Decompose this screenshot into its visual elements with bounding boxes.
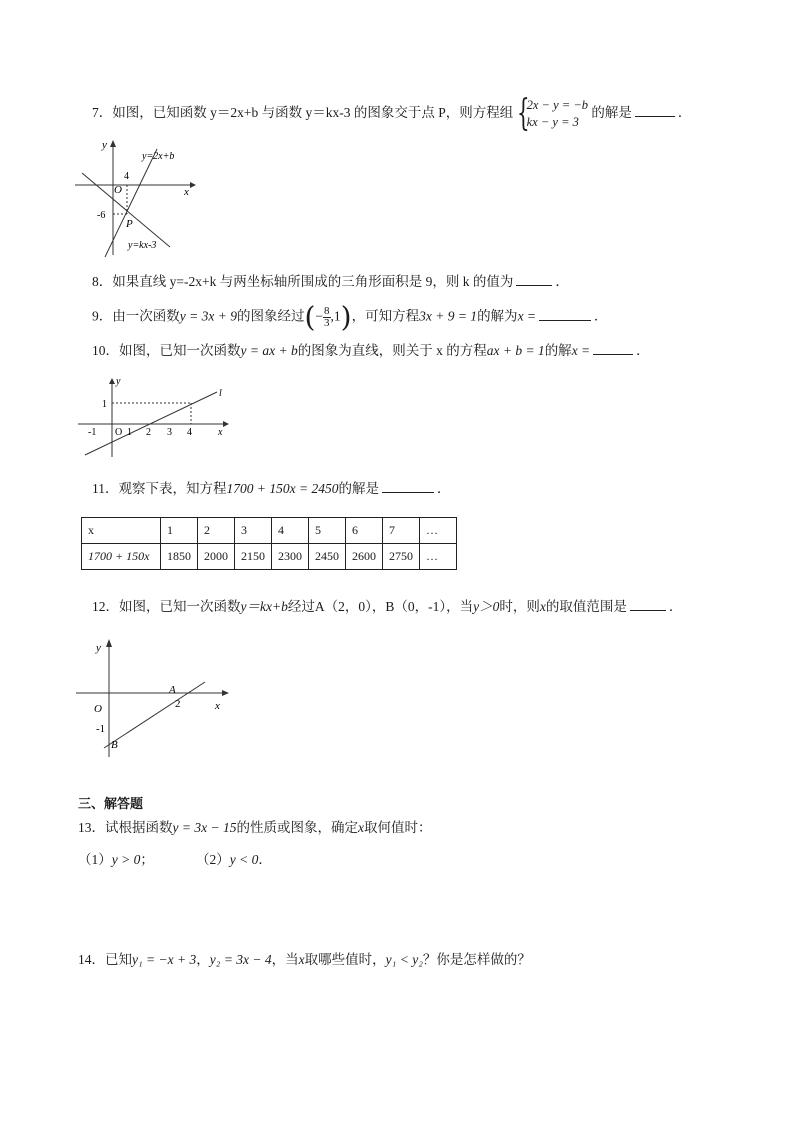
q10-tick-1: 1 [127, 427, 132, 438]
q14-cmp: y₁ < y₂ [385, 952, 423, 967]
q7-tick-4: 4 [124, 171, 129, 182]
table-cell: 2450 [309, 544, 346, 570]
q9-answer-blank[interactable] [539, 307, 591, 321]
table-cell: 3 [235, 518, 272, 544]
q12-tick-neg1: -1 [96, 723, 106, 735]
table-cell: 1700 + 150x [82, 544, 161, 570]
table-row [82, 518, 457, 544]
q7-brace: { [516, 93, 530, 134]
table-cell: 6 [346, 518, 383, 544]
q13-c: 取何值时： [363, 820, 432, 835]
q12-x-arrow [222, 690, 229, 696]
q10-tick-3: 3 [167, 427, 172, 438]
section-title: 三、解答题 [78, 796, 144, 811]
q10-origin: O [115, 427, 123, 438]
q13-p1m: y > 0 [111, 852, 141, 867]
q9-frac-num: 8 [324, 305, 330, 317]
table-cell: 2150 [235, 544, 272, 570]
table-cell: 2600 [346, 544, 383, 570]
table-cell: 4 [272, 518, 309, 544]
question-13 [78, 818, 431, 838]
q11-table [81, 517, 457, 570]
q9-end: ． [594, 308, 608, 324]
q13-func: y = 3x − 15 [172, 820, 237, 835]
q10-y-label: y [116, 376, 121, 387]
q7-line-2 [82, 173, 170, 247]
q12-cond: y＞0 [473, 599, 500, 614]
q14-c: 取哪些值时， [304, 952, 386, 967]
q10-x-label: x [218, 427, 223, 438]
table-cell: 2300 [272, 544, 309, 570]
q10-line-label: l [219, 388, 222, 399]
q9-b: 的图象经过 [236, 308, 305, 324]
table-cell: 5 [309, 518, 346, 544]
q7-graph [70, 135, 200, 260]
q14-d: ？你是怎样做的？ [422, 952, 531, 967]
q7-line1-label: y=2x+b [142, 151, 175, 162]
q10-tick-2: 2 [146, 427, 151, 438]
q9-rparen: ) [340, 300, 352, 334]
q7-x-arrow [190, 182, 196, 188]
q12-x-label: x [215, 700, 220, 712]
q12-point-B: B [111, 739, 118, 751]
q11-a: 11．观察下表，知方程 [92, 481, 227, 496]
q9-eq: 3x + 9 = 1 [419, 308, 478, 324]
q9-sign: − [315, 308, 324, 324]
q13-part-2 [196, 850, 272, 870]
q12-y-arrow [106, 639, 112, 647]
q10-a: 10．如图，已知一次函数 [92, 343, 241, 358]
q12-b: 经过 [287, 599, 315, 614]
q12-origin: O [94, 703, 102, 715]
q12-ptA: A（2，0）， [314, 599, 386, 614]
q10-c: 的解 [544, 343, 572, 358]
q12-func: y＝kx+b [240, 599, 288, 614]
q11-end: ． [436, 481, 451, 496]
q10-graph [75, 372, 235, 462]
q7-origin: O [114, 184, 122, 196]
q13-part-1 [78, 850, 154, 870]
q9-lparen: ( [304, 300, 316, 334]
q7-prefix: 7．如图，已知函数 y＝2x+b 与函数 y＝kx-3 的图象交于点 P，则方程组 [92, 105, 514, 121]
q7-y-arrow [110, 140, 116, 147]
q14-y1: y₁ = −x + 3 [132, 952, 197, 967]
q9-frac-den: 3 [324, 317, 330, 329]
q9-c: ，可知方程 [351, 308, 420, 324]
q10-func: y = ax + b [240, 343, 298, 358]
q7-tick-neg6: -6 [97, 210, 106, 221]
q7-suffix: 的解是 [591, 105, 632, 121]
q7-x-label: x [184, 186, 189, 198]
q12-a: 12．如图，已知一次函数 [92, 599, 241, 614]
table-cell: 2750 [383, 544, 420, 570]
q13-b: 的性质或图象，确定 [236, 820, 358, 835]
question-10 [92, 341, 650, 361]
q11-b: 的解是 [338, 481, 379, 496]
table-cell: … [420, 544, 457, 570]
q7-y-label: y [102, 139, 107, 151]
q13-var: x [357, 820, 364, 835]
q13-p2m: y < 0 [229, 852, 259, 867]
q14-var: x [298, 952, 305, 967]
question-8 [92, 272, 569, 292]
question-14 [78, 950, 531, 970]
q8-end: ． [555, 274, 569, 289]
q12-y-label: y [96, 642, 101, 654]
table-cell: x [82, 518, 161, 544]
q10-answer-blank[interactable] [593, 341, 633, 355]
q12-c: 时，则 [499, 599, 540, 614]
q10-x-arrow [223, 421, 229, 427]
table-cell: 7 [383, 518, 420, 544]
q7-eq1: 2x − y = −b [526, 98, 589, 112]
q12-d: 的取值范围是 [545, 599, 627, 614]
q7-equation-system [516, 93, 589, 134]
q9-d: 的解为 [477, 308, 518, 324]
q12-point-A: A [169, 684, 176, 696]
q12-graph [72, 635, 237, 760]
q14-sep: ， [196, 952, 210, 967]
q14-y2: y₂ = 3x − 4 [209, 952, 272, 967]
question-12 [92, 597, 682, 617]
table-cell: 1 [161, 518, 198, 544]
question-9 [92, 300, 608, 334]
q9-fraction [323, 306, 331, 329]
q10-ytick-1: 1 [102, 399, 107, 410]
q13-p2: （2） [196, 852, 230, 867]
q7-point-P: P [126, 218, 133, 230]
q9-func: y = 3x + 9 [179, 308, 237, 324]
table-row [82, 544, 457, 570]
q7-end: ． [677, 105, 692, 121]
table-cell: 2000 [198, 544, 235, 570]
q13-p1e: ； [140, 852, 154, 867]
q9-a: 9．由一次函数 [92, 308, 180, 324]
q10-y-arrow [109, 378, 115, 384]
q12-var: x [539, 599, 546, 614]
q14-a: 14．已知 [78, 952, 132, 967]
q12-end: ． [668, 599, 683, 614]
q10-eq: ax + b = 1 [486, 343, 545, 358]
q10-b: 的图象为直线，则关于 x 的方程 [297, 343, 487, 358]
q10-tick-neg1: -1 [88, 427, 97, 438]
q7-eq2: kx − y = 3 [526, 115, 579, 129]
q13-p1: （1） [78, 852, 112, 867]
q10-var: x = [571, 343, 591, 358]
q11-answer-blank[interactable] [382, 479, 434, 493]
q7-answer-blank[interactable] [635, 103, 675, 117]
q7-line2-label: y=kx-3 [128, 240, 157, 251]
q14-b: ，当 [271, 952, 299, 967]
table-cell: … [420, 518, 457, 544]
question-7 [92, 93, 692, 134]
q13-a: 13．试根据函数 [78, 820, 173, 835]
q13-p2e: ． [258, 852, 272, 867]
q12-line [104, 682, 205, 748]
q10-tick-4: 4 [187, 427, 192, 438]
q8-answer-blank[interactable] [516, 272, 552, 286]
question-11 [92, 479, 450, 499]
table-cell: 2 [198, 518, 235, 544]
q12-ptB: B（0，-1），当 [385, 599, 474, 614]
q8-text: 8．如果直线 y=-2x+k 与两坐标轴所围成的三角形面积是 9，则 k 的值为 [92, 274, 514, 289]
q11-eq: 1700 + 150x = 2450 [226, 481, 339, 496]
q12-tick-2: 2 [175, 698, 181, 710]
q10-end: ． [636, 343, 650, 358]
q9-point-y: ,1 [330, 308, 341, 324]
table-cell: 1850 [161, 544, 198, 570]
q9-var: x = [517, 308, 537, 324]
q12-answer-blank[interactable] [630, 597, 666, 611]
